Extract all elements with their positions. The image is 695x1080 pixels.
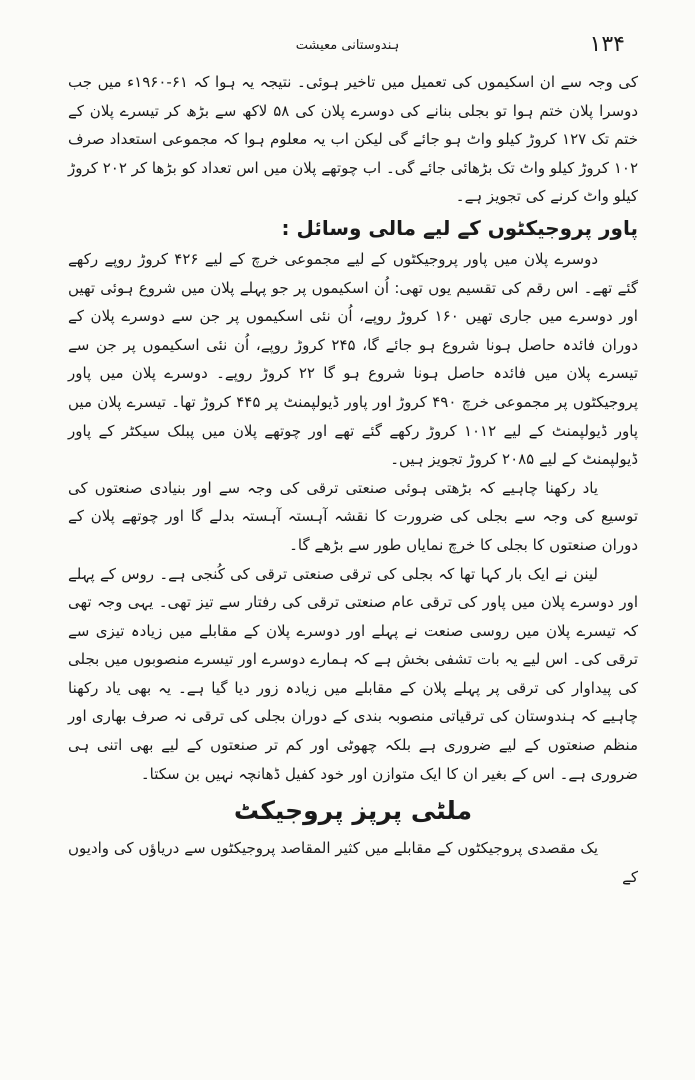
section-heading: ملٹی پرپز پروجیکٹ (233, 796, 473, 826)
paragraph: یک مقصدی پروجیکٹوں کے مقابلے میں کثیر المقاصد پروجیکٹوں سے دریاؤں کی وادیوں کے (68, 839, 638, 886)
running-title: ہندوستانی معیشت (295, 38, 400, 53)
page-number: ۱۳۴ (589, 32, 625, 57)
paragraph: یاد رکھنا چاہیے کہ بڑھتی ہوئی صنعتی ترقی کی وجہ سے اور بنیادی صنعتوں کی توسیع کی وجہ سے بجلی کی ضرورت کا نقشہ آہستہ آہستہ بدلے گا اور چوتھے پلان کے دوران صنعتوں کا بجلی کا خرچ نمایاں طور سے بڑھے گا۔ (68, 478, 638, 554)
section-subheading: پاور پروجیکٹوں کے لیے مالی وسائل : (281, 215, 638, 240)
paragraph: کی وجہ سے ان اسکیموں کی تعمیل میں تاخیر ہوئی۔ نتیجہ یہ ہوا کہ ۶۱-۱۹۶۰ء میں جب دوسرا پلان ختم ہوا تو بجلی بنانے کی دوسرے پلان کی ۵۸ لاکھ سے بڑھ کر تیسرے پلان کے ختم تک ۱۲۷ کروڑ کیلو واٹ ہو جائے گی لیکن اب یہ معلوم ہوا کہ مجموعی استعداد صرف ۱۰۲ کروڑ کیلو واٹ تک بڑھائی جائے گی۔ اب چوتھے پلان میں اس تعداد کو بڑھا کر ۲۰۲ کروڑ کیلو واٹ کرنے کی تجویز ہے۔ (68, 73, 639, 206)
paragraph: لینن نے ایک بار کہا تھا کہ بجلی کی ترقی صنعتی ترقی کی کُنجی ہے۔ روس کے پہلے اور دوسرے پلان میں پاور کی ترقی عام صنعتی ترقی کی رفتار سے تیز تھی۔ یہی وجہ تھی کہ تیسرے پلان میں روسی صنعت نے پہلے اور دوسرے پلان کے مقابلے میں زیادہ تیزی سے ترقی کی۔ اس لیے یہ بات تشفی بخش ہے کہ ہمارے دوسرے اور تیسرے منصوبوں میں بجلی کی پیداوار کی ترقی پر پہلے پلان کے مقابلے میں زیادہ زور دیا گیا ہے۔ یہ بھی یاد رکھنا چاہیے کہ ہندوستان کی ترقیاتی منصوبہ بندی کے دوران بجلی کی ترقی نہ صرف بھاری اور منظم صنعتوں کے لیے ضروری ہے بلکہ چھوٹی اور کم تر صنعتوں کے لیے بھی اتنی ہی ضروری ہے۔ اس کے بغیر ان کا ایک متوازن اور خود کفیل ڈھانچہ نہیں بن سکتا۔ (68, 564, 638, 783)
paragraph: دوسرے پلان میں پاور پروجیکٹوں کے لیے مجموعی خرچ کے لیے ۴۲۶ کروڑ روپے رکھے گئے تھے۔ اس رقم کی تقسیم یوں تھی: اُن اسکیموں پر جو پہلے پلان میں شروع ہوئی تھیں اور دوسرے میں جاری تھیں ۱۶۰ کروڑ روپے، اُن نئی اسکیموں پر جن سے دوسرے پلان کے دوران فائدہ حاصل ہونا شروع ہو جائے گا، ۲۴۵ کروڑ روپے، اُن نئی اسکیموں پر جن سے تیسرے پلان میں فائدہ حاصل ہونا شروع ہو گا ۲۲ کروڑ روپے۔ دوسرے پلان میں پاور پروجیکٹوں پر مجموعی خرچ ۴۹۰ کروڑ اور پاور ڈیولپمنٹ پر ۴۴۵ کروڑ تھا۔ تیسرے پلان میں پاور ڈیولپمنٹ کے لیے ۱۰۱۲ کروڑ رکھے گئے تھے اور چوتھے پلان میں پبلک سیکٹر کے پاور ڈیولپمنٹ کے لیے ۲۰۸۵ کروڑ تجویز ہیں۔ (68, 249, 639, 469)
page-header (0, 30, 695, 60)
page-body (68, 68, 638, 891)
